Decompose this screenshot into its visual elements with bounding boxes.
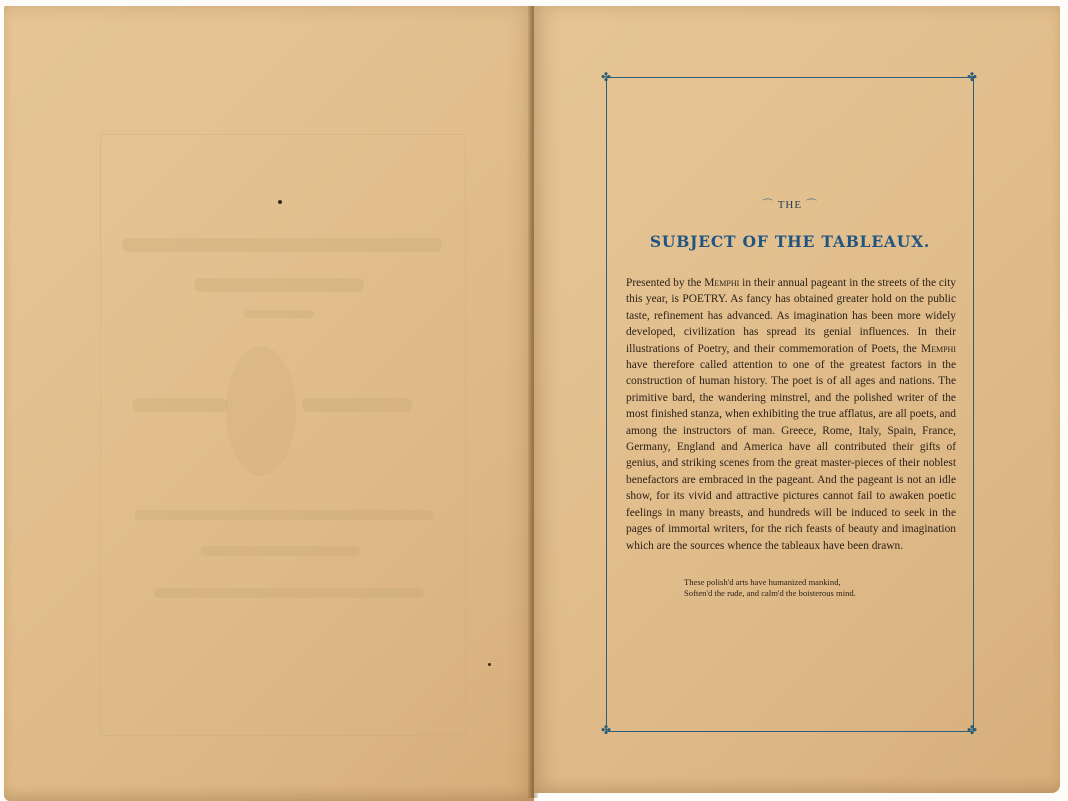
swash-ornament-right: ⌒ [805, 199, 818, 211]
bleed-through-line [244, 310, 314, 318]
bleed-through-line [302, 398, 412, 412]
paragraph-segment: Presented by the [626, 277, 705, 289]
corner-ornament-top-right: ✤ [966, 70, 978, 84]
bleed-through-line [200, 546, 360, 556]
bleed-through-line [122, 238, 442, 252]
bleed-through-emblem [226, 346, 296, 476]
heading-the [606, 196, 974, 212]
corner-ornament-bottom-right: ✤ [966, 723, 978, 737]
memphi-smallcaps: Memphi [704, 277, 740, 289]
bleed-through-line [134, 510, 434, 520]
memphi-smallcaps: Memphi [920, 342, 956, 355]
heading-the-text: THE [777, 199, 803, 211]
verse-quote [684, 577, 944, 599]
swash-ornament-left: ⌒ [762, 199, 775, 211]
left-page [4, 6, 534, 801]
bleed-through-line [154, 588, 424, 598]
bleed-through-line [132, 398, 228, 412]
body-paragraph [626, 275, 956, 554]
page-title: SUBJECT OF THE TABLEAUX. [649, 232, 931, 251]
corner-ornament-bottom-left: ✤ [600, 723, 612, 737]
corner-ornament-top-left: ✤ [600, 70, 612, 84]
paragraph-segment: have therefore called attention to one of the greatest factors in the construction of human history. The poet is of all ages and nations. The primitive bard, the wandering minstrel, and the polished writer of the most finished stanza, when exhibiting the true afflatus, are all poets, and among the instructors of man. Greece, Rome, Italy, Spain, France, Germany, England and America have all contributed their gifts of genius, and striking scenes from the great master-pieces of their noblest benefactors are embraced in the pageant. And the pageant is not an idle show, for its vivid and attractive pictures cannot fail to awaken poetic feelings in many breasts, and hundreds will be induced to seek in the pages of immortal writers, for the rich feasts of beauty and imagination which are the sources whence the tableaux have been drawn. [626, 359, 956, 552]
ink-speck [278, 200, 282, 204]
verse-line: Soften'd the rude, and calm'd the boisterous mind. [684, 588, 856, 598]
ink-speck [488, 663, 491, 666]
bleed-through-line [194, 278, 364, 292]
paragraph-segment: in their annual pageant in the streets of the city this year, is POETRY. As fancy has obtained greater hold on the public taste, refinement has advanced. As imagination has been more widely developed, civilization has spread its genial influences. In their illustrations of Poetry, and their commemoration of Poets, the [626, 277, 956, 355]
verse-line: These polish'd arts have humanized mankind, [684, 577, 841, 587]
